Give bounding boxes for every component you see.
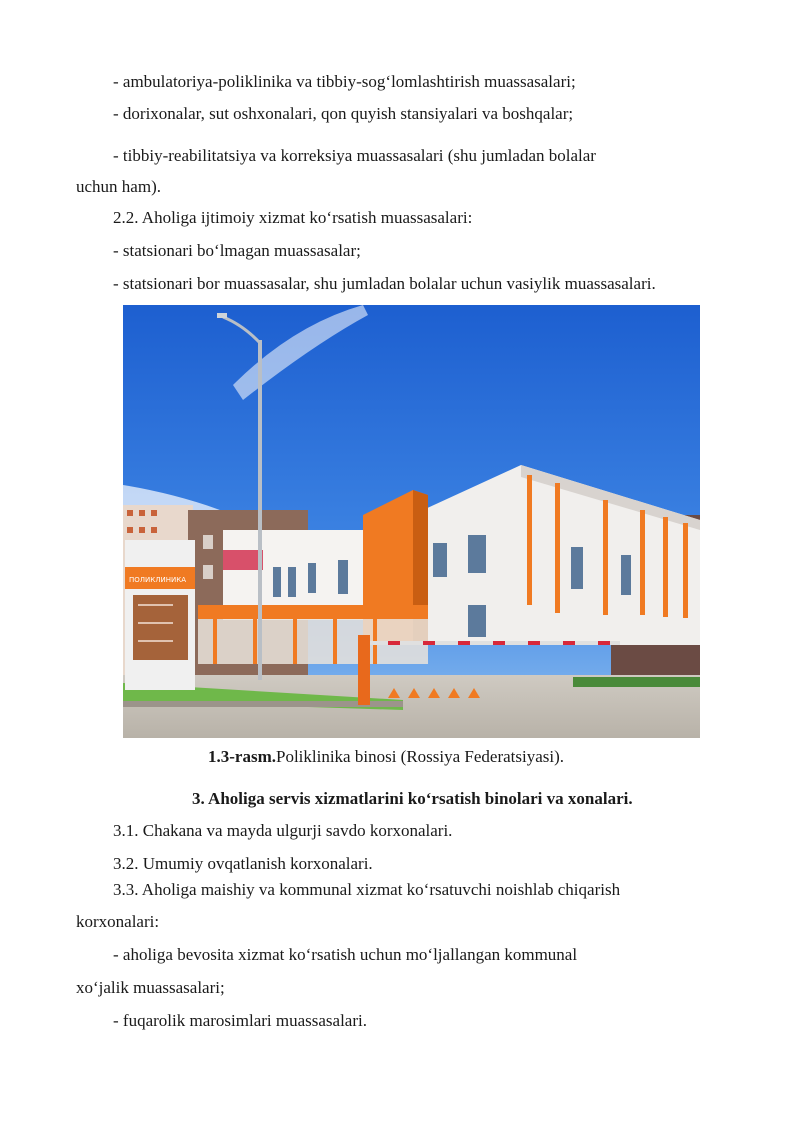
text-line: - tibbiy-reabilitatsiya va korreksiya muassasalari (shu jumladan bolalar [113,146,596,165]
text-line: - statsionari bo‘lmagan muassasalar; [113,241,361,260]
text-line: - statsionari bor muassasalar, shu jumladan bolalar uchun vasiylik muassasalari. [113,274,656,293]
text-line: 3.1. Chakana va mayda ulgurji savdo korxonalari. [113,821,453,840]
text-line: korxonalari: [76,912,160,931]
text-line: - dorixonalar, sut oshxonalari, qon quyish stansiyalari va boshqalar; [113,104,574,123]
sign-title: ПОЛИКЛИНИКА [129,576,187,584]
caption-label: 1.3-rasm. [208,747,276,766]
text-line: uchun ham). [76,177,161,196]
text-line: 2.2. Aholiga ijtimoiy xizmat ko‘rsatish muassasalari: [113,208,473,227]
text-line: - fuqarolik marosimlari muassasalari. [113,1011,367,1030]
figure-caption [208,747,564,767]
text-line: 3.2. Umumiy ovqatlanish korxonalari. [113,854,373,873]
clinic-photo [123,305,700,738]
text-line: xo‘jalik muassasalari; [76,978,225,997]
caption-text: Poliklinika binosi (Rossiya Federatsiyasi). [275,747,565,766]
section-heading: 3. Aholiga servis xizmatlarini ko‘rsatish binolari va xonalari. [192,789,633,808]
text-line: - aholiga bevosita xizmat ko‘rsatish uchun mo‘ljallangan kommunal [113,945,578,964]
text-line: - ambulatoriya-poliklinika va tibbiy-sog‘lomlashtirish muassasalari; [113,72,576,91]
text-line: 3.3. Aholiga maishiy va kommunal xizmat ko‘rsatuvchi noishlab chiqarish [113,880,621,899]
